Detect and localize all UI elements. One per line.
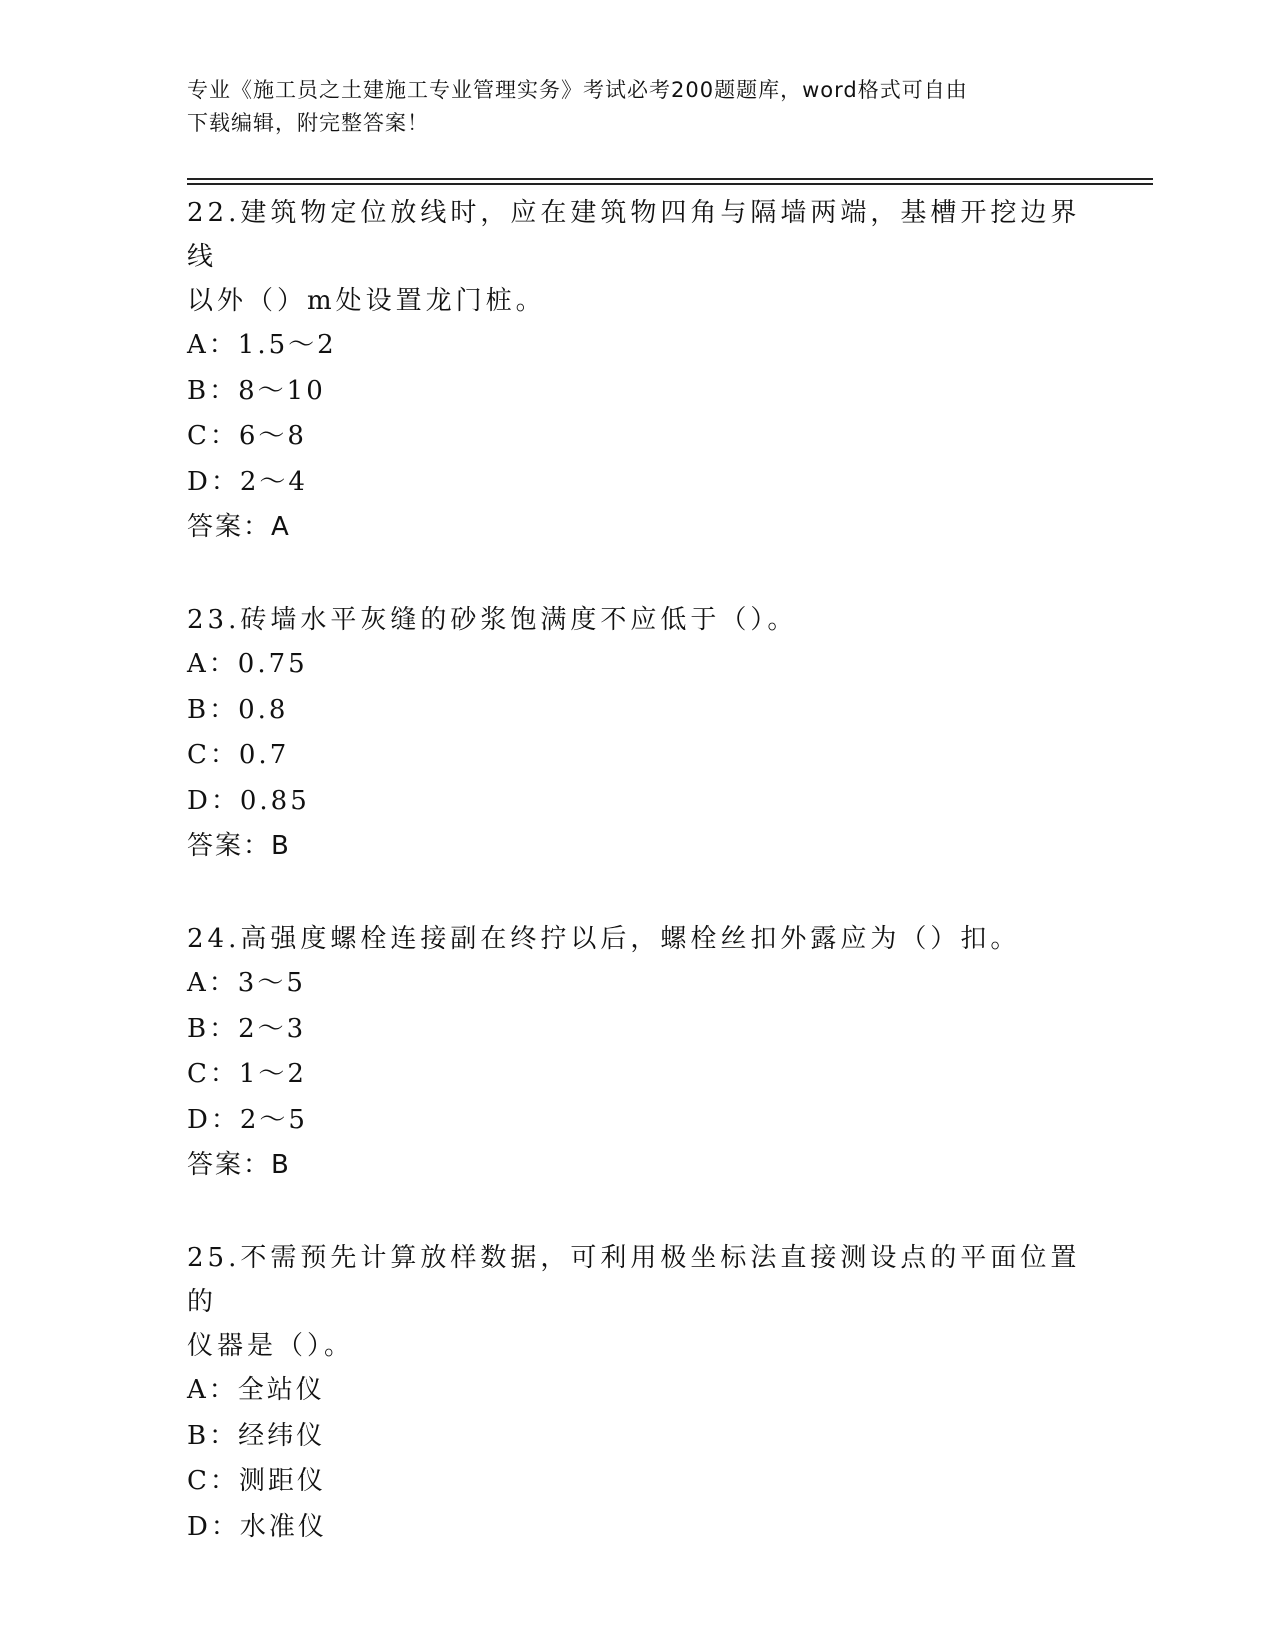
option-a: A：1.5～2: [187, 330, 337, 360]
option-a: A：0.75: [187, 649, 308, 679]
option-b: B：经纬仪: [187, 1420, 326, 1451]
question-stem-line: 23.砖墙水平灰缝的砂浆饱满度不应低于（）。: [187, 605, 798, 635]
option-c: C：6～8: [187, 421, 307, 451]
question-stem: [187, 1235, 1087, 1368]
answer-line: 答案：B: [187, 1150, 291, 1180]
question-spacer: [187, 1188, 1087, 1235]
option-d: D：2～4: [187, 466, 308, 497]
question-stem-line: 仪器是（）。: [187, 1331, 355, 1361]
header-line-2: 下载编辑，附完整答案！: [187, 111, 429, 135]
option-c: C：测距仪: [187, 1466, 326, 1496]
question-24: [187, 916, 1087, 1188]
header-divider-bottom: [187, 183, 1153, 185]
option-c: C：0.7: [187, 740, 290, 770]
answer-line: 答案：B: [187, 831, 291, 861]
option-a: A：全站仪: [187, 1375, 325, 1405]
question-stem-line: 以外（）m处设置龙门桩。: [187, 286, 546, 316]
question-stem-line: 22.建筑物定位放线时，应在建筑物四角与隔墙两端，基槽开挖边界线: [187, 198, 1081, 272]
option-d: D：2～5: [187, 1104, 308, 1135]
option-c: C：1～2: [187, 1059, 307, 1089]
option-d: D：水准仪: [187, 1511, 327, 1542]
question-stem-line: 24.高强度螺栓连接副在终拧以后，螺栓丝扣外露应为（）扣。: [187, 924, 1021, 954]
option-d: D：0.85: [187, 785, 310, 816]
question-spacer: [187, 550, 1087, 597]
question-stem-line: 25.不需预先计算放样数据，可利用极坐标法直接测设点的平面位置的: [187, 1243, 1081, 1317]
question-stem: [187, 190, 1087, 323]
document-header: [187, 74, 1067, 140]
question-spacer: [187, 869, 1087, 916]
question-stem: [187, 916, 1087, 961]
option-b: B：2～3: [187, 1013, 307, 1044]
option-b: B：8～10: [187, 375, 326, 406]
question-list: [187, 190, 1087, 1550]
question-22: [187, 190, 1087, 550]
question-25: [187, 1235, 1087, 1550]
option-a: A：3～5: [187, 968, 306, 998]
header-line-1: 专业《施工员之土建施工专业管理实务》考试必考200题题库，word格式可自由: [187, 78, 968, 102]
question-stem: [187, 597, 1087, 642]
header-divider-top: [187, 178, 1153, 180]
answer-line: 答案：A: [187, 512, 291, 542]
option-b: B：0.8: [187, 694, 289, 725]
question-23: [187, 597, 1087, 869]
